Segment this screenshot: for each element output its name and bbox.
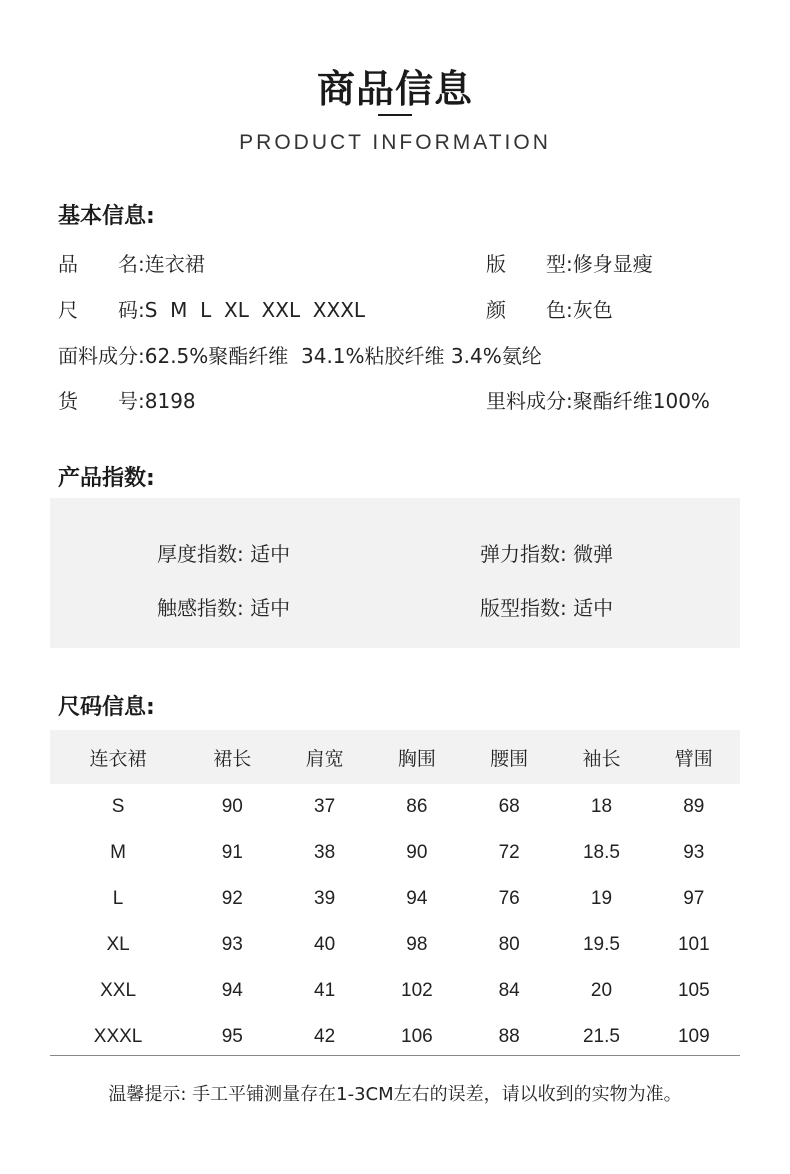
table-cell: 18.5 <box>582 842 620 863</box>
table-cell: 40 <box>314 934 336 955</box>
table-cell: 37 <box>314 796 336 817</box>
table-cell: 84 <box>498 980 520 1001</box>
product-index-panel <box>50 498 740 648</box>
product-name-label: 品 名: <box>58 252 145 276</box>
size-info-heading: 尺码信息: <box>58 695 155 720</box>
col-header: 胸围 <box>371 730 463 784</box>
table-row <box>50 968 740 1014</box>
table-cell: M <box>110 842 126 863</box>
title-divider <box>378 114 412 116</box>
page-subtitle: PRODUCT INFORMATION <box>239 131 551 154</box>
col-header: 袖长 <box>555 730 647 784</box>
table-cell: 94 <box>221 980 243 1001</box>
table-bottom-divider <box>50 1055 740 1056</box>
table-cell: S <box>111 796 125 817</box>
table-cell: 102 <box>401 980 433 1001</box>
fit-type-value: 修身显瘦 <box>572 252 653 276</box>
color-label: 颜 色: <box>486 298 573 322</box>
fabric-row <box>58 341 542 371</box>
touch-index: 触感指数: 适中 <box>157 596 291 620</box>
measurement-note: 温馨提示: 手工平铺测量存在1-3CM左右的误差，请以收到的实物为准。 <box>108 1084 682 1105</box>
fabric-label: 面料成分: <box>58 344 145 368</box>
table-cell: XXXL <box>93 1026 143 1047</box>
table-cell: 93 <box>683 842 705 863</box>
table-cell: 19 <box>590 888 613 909</box>
thickness-index: 厚度指数: 适中 <box>157 542 291 566</box>
col-header: 连衣裙 <box>50 730 186 784</box>
size-label: 尺 码: <box>58 298 145 322</box>
table-cell: 39 <box>314 888 336 909</box>
elasticity-index: 弹力指数: 微弹 <box>480 542 614 566</box>
table-row <box>50 784 740 830</box>
product-name-value: 连衣裙 <box>144 252 205 276</box>
table-cell: XXL <box>100 980 137 1001</box>
sku-row <box>58 386 196 416</box>
color-row <box>486 295 613 325</box>
table-row <box>50 830 740 876</box>
table-cell: 109 <box>677 1026 710 1047</box>
size-table <box>50 730 740 1060</box>
size-table-header <box>50 730 740 784</box>
sku-value: 8198 <box>144 389 196 413</box>
col-header: 腰围 <box>463 730 555 784</box>
col-header: 裙长 <box>186 730 278 784</box>
table-cell: 92 <box>221 888 243 909</box>
page-title: 商品信息 <box>316 67 473 111</box>
table-cell: 86 <box>406 796 428 817</box>
table-cell: 93 <box>221 934 243 955</box>
fabric-value: 62.5%聚酯纤维 34.1%粘胶纤维 3.4%氨纶 <box>144 344 542 368</box>
table-cell: 42 <box>314 1026 336 1047</box>
table-cell: 18 <box>590 796 613 817</box>
table-cell: 21.5 <box>582 1026 620 1047</box>
table-cell: 94 <box>406 888 428 909</box>
fit-index: 版型指数: 适中 <box>480 596 614 620</box>
table-row <box>50 876 740 922</box>
table-cell: 68 <box>498 796 520 817</box>
table-cell: 20 <box>590 980 613 1001</box>
lining-label: 里料成分: <box>486 389 573 413</box>
sku-label: 货 号: <box>58 389 145 413</box>
table-cell: 106 <box>401 1026 433 1047</box>
basic-info-heading: 基本信息: <box>58 204 155 229</box>
lining-row <box>486 386 710 416</box>
table-cell: L <box>112 888 124 909</box>
color-value: 灰色 <box>572 298 613 322</box>
table-cell: 91 <box>221 842 243 863</box>
table-cell: 76 <box>498 888 520 909</box>
table-cell: 88 <box>498 1026 520 1047</box>
col-header: 肩宽 <box>278 730 370 784</box>
fit-type-label: 版 型: <box>486 252 573 276</box>
fit-type-row <box>486 249 653 279</box>
table-cell: 41 <box>314 980 336 1001</box>
table-cell: 90 <box>406 842 428 863</box>
product-name-row <box>58 249 205 279</box>
table-cell: 101 <box>677 934 710 955</box>
lining-value: 聚酯纤维100% <box>572 389 710 413</box>
table-cell: 97 <box>683 888 705 909</box>
product-index-heading: 产品指数: <box>58 466 155 491</box>
size-value: S M L XL XXL XXXL <box>144 298 366 322</box>
table-cell: 19.5 <box>582 934 620 955</box>
table-row <box>50 1014 740 1060</box>
table-cell: 89 <box>683 796 705 817</box>
table-cell: 95 <box>221 1026 243 1047</box>
table-cell: 90 <box>221 796 243 817</box>
size-row <box>58 295 365 325</box>
table-cell: 80 <box>498 934 520 955</box>
table-cell: XL <box>106 934 130 955</box>
col-header: 臂围 <box>648 730 740 784</box>
table-row <box>50 922 740 968</box>
table-cell: 105 <box>677 980 710 1001</box>
table-cell: 38 <box>314 842 336 863</box>
table-cell: 98 <box>406 934 428 955</box>
table-cell: 72 <box>498 842 520 863</box>
